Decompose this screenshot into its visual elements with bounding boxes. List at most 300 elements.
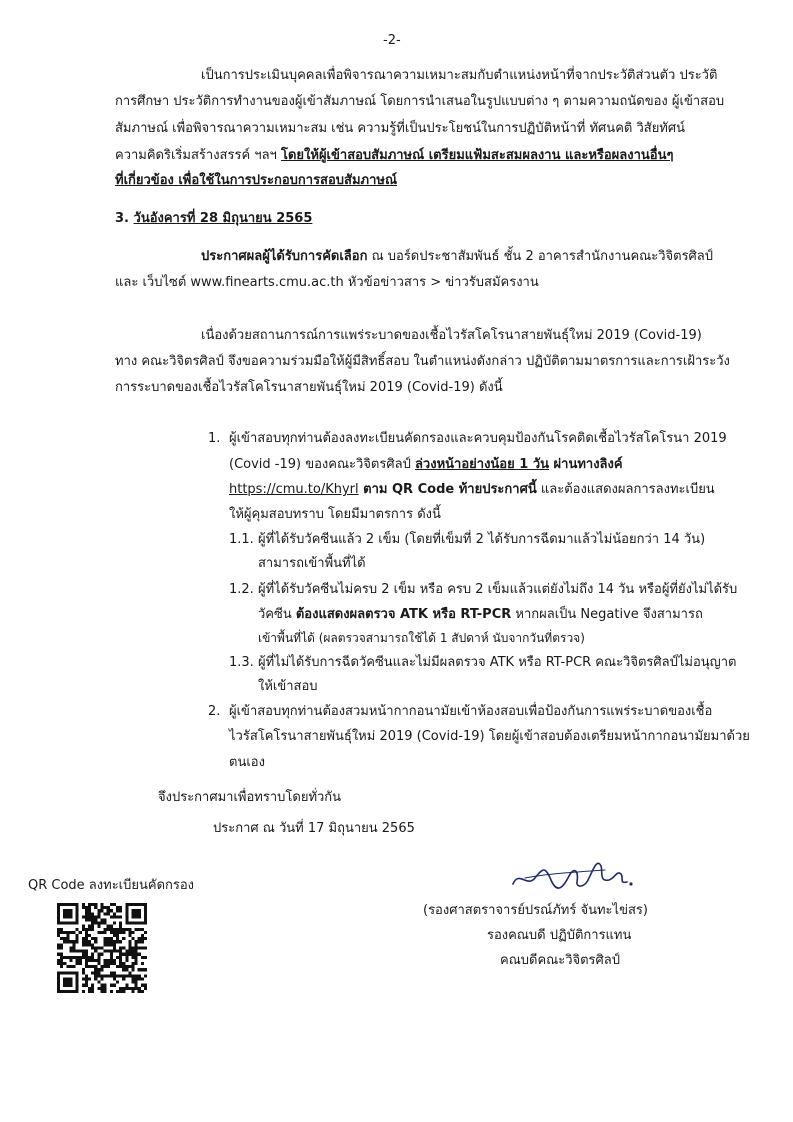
qr-module — [116, 965, 119, 968]
qr-module — [128, 953, 131, 956]
qr-module — [79, 959, 82, 962]
qr-module — [60, 962, 63, 965]
p1-line4-text: ความคิดริเริ่มสร้างสรรค์ ฯลฯ — [115, 148, 281, 163]
qr-module — [91, 953, 94, 956]
qr-module — [119, 931, 122, 934]
qr-module — [97, 946, 100, 949]
qr-module — [69, 965, 72, 968]
qr-module — [110, 940, 113, 943]
qr-module — [119, 962, 122, 965]
qr-module — [100, 922, 103, 925]
item1-qr-ref: ตาม QR Code ท้ายประกาศนี้ — [358, 482, 537, 497]
qr-module — [82, 950, 85, 953]
qr-module — [131, 937, 134, 940]
qr-module — [73, 946, 76, 949]
qr-module — [135, 953, 138, 956]
registration-link[interactable]: https://cmu.to/Khyrl — [229, 482, 359, 497]
qr-module — [110, 937, 113, 940]
qr-module — [141, 956, 144, 959]
qr-module — [122, 946, 125, 949]
qr-module — [82, 943, 85, 946]
qr-module — [113, 912, 116, 915]
qr-module — [73, 940, 76, 943]
qr-module — [113, 922, 116, 925]
qr-module — [119, 956, 122, 959]
qr-module — [60, 943, 63, 946]
qr-module — [116, 909, 119, 912]
qr-module — [100, 987, 103, 990]
qr-module — [85, 962, 88, 965]
qr-module — [131, 990, 134, 993]
qr-module — [97, 981, 100, 984]
qr-module — [110, 943, 113, 946]
qr-module — [131, 956, 134, 959]
qr-module — [141, 946, 144, 949]
sub3-line1: ผู้ที่ไม่ได้รับการฉีดวัคซีนและไม่มีผลตรวจ ATK หรือ RT-PCR คณะวิจิตรศิลป์ไม่อนุญาต — [258, 655, 737, 670]
qr-module — [82, 940, 85, 943]
qr-module — [97, 912, 100, 915]
qr-label: QR Code ลงทะเบียนคัดกรอง — [28, 878, 195, 893]
qr-module — [116, 950, 119, 953]
qr-module — [135, 977, 138, 980]
qr-module — [116, 928, 119, 931]
qr-module — [125, 950, 128, 953]
qr-module — [110, 950, 113, 953]
qr-module — [113, 903, 116, 906]
qr-module — [119, 950, 122, 953]
p1-line2: การศึกษา ประวัติการทำงานของผู้เข้าสัมภาษณ์ โดยการนำเสนอในรูปแบบต่าง ๆ ตามความถนัดของ ผู้เข้าสอบ — [115, 94, 725, 109]
qr-module — [107, 962, 110, 965]
sub2-line2-text: วัคซีน — [258, 607, 296, 622]
qr-module — [100, 903, 103, 906]
qr-module — [91, 943, 94, 946]
qr-module — [91, 937, 94, 940]
qr-module — [135, 987, 138, 990]
qr-module — [110, 928, 113, 931]
p2-line3: การระบาดของเชื้อไวรัสโคโรนาสายพันธุ์ใหม่ 2019 (Covid-19) ดังนี้ — [115, 380, 503, 395]
qr-module — [94, 919, 97, 922]
qr-module — [125, 965, 128, 968]
qr-module — [116, 906, 119, 909]
qr-module — [88, 915, 91, 918]
qr-module — [57, 931, 60, 934]
qr-module — [138, 940, 141, 943]
qr-module — [63, 940, 66, 943]
qr-module — [135, 940, 138, 943]
section3-result-label: ประกาศผลผู้ได้รับการคัดเลือก — [201, 249, 368, 264]
qr-module — [110, 931, 113, 934]
qr-module — [104, 974, 107, 977]
qr-module — [138, 974, 141, 977]
qr-module — [122, 937, 125, 940]
qr-module — [128, 931, 131, 934]
announce-date: ประกาศ ณ วันที่ 17 มิถุนายน 2565 — [213, 821, 415, 836]
qr-module — [122, 987, 125, 990]
qr-module — [128, 971, 131, 974]
qr-module — [91, 959, 94, 962]
qr-module — [141, 940, 144, 943]
qr-module — [100, 965, 103, 968]
qr-module — [116, 934, 119, 937]
qr-module — [104, 922, 107, 925]
qr-module — [131, 946, 134, 949]
qr-module — [110, 925, 113, 928]
qr-module — [113, 915, 116, 918]
qr-module — [85, 981, 88, 984]
qr-module — [138, 953, 141, 956]
qr-module — [119, 987, 122, 990]
qr-module — [69, 959, 72, 962]
qr-code-image[interactable] — [57, 903, 147, 993]
qr-module — [144, 956, 147, 959]
qr-module — [85, 915, 88, 918]
qr-module — [76, 959, 79, 962]
qr-module — [97, 974, 100, 977]
qr-module — [119, 928, 122, 931]
qr-module — [119, 990, 122, 993]
qr-module — [116, 915, 119, 918]
qr-module — [85, 950, 88, 953]
qr-module — [104, 940, 107, 943]
qr-module — [85, 959, 88, 962]
qr-module — [60, 956, 63, 959]
qr-module — [60, 928, 63, 931]
qr-module — [138, 977, 141, 980]
qr-module — [66, 934, 69, 937]
qr-module — [76, 940, 79, 943]
qr-module — [100, 984, 103, 987]
qr-module — [110, 956, 113, 959]
qr-module — [125, 956, 128, 959]
qr-module — [141, 962, 144, 965]
p2-line2: ทาง คณะวิจิตรศิลป์ จึงขอความร่วมมือให้ผู้มีสิทธิ์สอบ ในตำแหน่งดังกล่าว ปฏิบัติตามมาตรการและการเฝ้าระวัง — [115, 354, 730, 369]
item2-line3: ตนเอง — [229, 755, 265, 770]
qr-module — [104, 950, 107, 953]
qr-module — [107, 974, 110, 977]
qr-module — [91, 925, 94, 928]
sub1-line2: สามารถเข้าพื้นที่ได้ — [258, 556, 366, 571]
qr-module — [135, 974, 138, 977]
qr-module — [119, 906, 122, 909]
qr-module — [91, 946, 94, 949]
qr-module — [110, 953, 113, 956]
qr-module — [138, 987, 141, 990]
qr-module — [88, 965, 91, 968]
item1-via-link: ผ่านทางลิงค์ — [549, 457, 623, 472]
qr-module — [110, 962, 113, 965]
qr-module — [97, 922, 100, 925]
qr-module — [97, 971, 100, 974]
qr-module — [107, 937, 110, 940]
qr-module — [119, 940, 122, 943]
qr-module — [113, 940, 116, 943]
section3-line2: และ เว็บไซต์ www.finearts.cmu.ac.th หัวข้อข่าวสาร > ข่าวรับสมัครงาน — [115, 275, 539, 290]
qr-module — [94, 903, 97, 906]
qr-module — [110, 971, 113, 974]
qr-module — [116, 937, 119, 940]
qr-module — [57, 953, 60, 956]
qr-module — [57, 946, 60, 949]
qr-module — [94, 922, 97, 925]
item1-number: 1. — [208, 431, 221, 446]
qr-module — [135, 946, 138, 949]
qr-module — [82, 968, 85, 971]
qr-module — [128, 965, 131, 968]
qr-module — [107, 965, 110, 968]
qr-module — [113, 950, 116, 953]
item2-number: 2. — [208, 704, 221, 719]
qr-module — [135, 928, 138, 931]
qr-module — [141, 937, 144, 940]
qr-module — [85, 984, 88, 987]
qr-module — [97, 915, 100, 918]
signer-org: คณบดีคณะวิจิตรศิลป์ — [500, 953, 621, 968]
qr-module — [85, 909, 88, 912]
qr-module — [107, 909, 110, 912]
qr-module — [138, 968, 141, 971]
qr-module — [113, 934, 116, 937]
qr-module — [57, 943, 60, 946]
qr-module — [131, 987, 134, 990]
qr-module — [76, 934, 79, 937]
section3-number: 3. — [115, 211, 129, 226]
qr-module — [125, 974, 128, 977]
qr-module — [141, 977, 144, 980]
qr-module — [94, 977, 97, 980]
qr-module — [85, 977, 88, 980]
qr-module — [116, 974, 119, 977]
qr-module — [91, 987, 94, 990]
qr-module — [141, 990, 144, 993]
qr-module — [119, 909, 122, 912]
sub2-line2 — [258, 604, 703, 626]
qr-module — [110, 903, 113, 906]
qr-module — [104, 990, 107, 993]
qr-module — [119, 915, 122, 918]
qr-module — [104, 959, 107, 962]
qr-module — [107, 925, 110, 928]
qr-module — [60, 965, 63, 968]
qr-module — [79, 962, 82, 965]
qr-module — [113, 962, 116, 965]
qr-module — [66, 940, 69, 943]
qr-module — [122, 953, 125, 956]
qr-module — [138, 946, 141, 949]
qr-module — [66, 965, 69, 968]
qr-module — [91, 990, 94, 993]
qr-module — [85, 956, 88, 959]
qr-module — [119, 953, 122, 956]
qr-module — [63, 962, 66, 965]
p1-line3: สัมภาษณ์ เพื่อพิจารณาความเหมาะสม เช่น ความรู้ที่เป็นประโยชน์ในการปฏิบัติหน้าที่ ทัศนคติ วิสัยทัศน์ — [115, 121, 686, 136]
qr-module — [122, 928, 125, 931]
p1-line5: ที่เกี่ยวข้อง เพื่อใช้ในการประกอบการสอบสัมภาษณ์ — [115, 173, 398, 188]
qr-module — [82, 971, 85, 974]
qr-module — [97, 959, 100, 962]
qr-module — [100, 968, 103, 971]
qr-module — [128, 950, 131, 953]
qr-module — [73, 965, 76, 968]
section3-date: วันอังคารที่ 28 มิถุนายน 2565 — [133, 211, 313, 226]
qr-module — [94, 937, 97, 940]
qr-module — [100, 974, 103, 977]
qr-module — [73, 931, 76, 934]
qr-module — [88, 934, 91, 937]
qr-module — [66, 937, 69, 940]
closing-statement: จึงประกาศมาเพื่อทราบโดยทั่วกัน — [158, 790, 342, 805]
qr-module — [116, 981, 119, 984]
qr-module — [73, 943, 76, 946]
item1-deadline: ล่วงหน้าอย่างน้อย 1 วัน — [414, 457, 550, 472]
item1-line3 — [229, 479, 715, 501]
qr-module — [85, 934, 88, 937]
qr-module — [107, 906, 110, 909]
qr-module — [104, 943, 107, 946]
qr-module — [88, 928, 91, 931]
qr-module — [131, 962, 134, 965]
qr-module — [107, 940, 110, 943]
qr-module — [113, 971, 116, 974]
signature-image — [505, 848, 645, 898]
qr-module — [104, 984, 107, 987]
qr-module — [100, 977, 103, 980]
qr-module — [82, 984, 85, 987]
qr-module — [113, 928, 116, 931]
qr-module — [104, 987, 107, 990]
qr-module — [88, 912, 91, 915]
qr-module — [97, 968, 100, 971]
qr-module — [131, 965, 134, 968]
qr-module — [85, 940, 88, 943]
qr-module — [113, 931, 116, 934]
qr-module — [82, 953, 85, 956]
qr-module — [131, 974, 134, 977]
sub2-line2-rest: หากผลเป็น Negative จึงสามารถ — [511, 607, 703, 622]
qr-module — [91, 984, 94, 987]
qr-module — [131, 931, 134, 934]
qr-module — [100, 931, 103, 934]
qr-module — [100, 990, 103, 993]
qr-module — [76, 962, 79, 965]
p1-line4 — [115, 145, 673, 167]
qr-module — [57, 959, 60, 962]
p1-line1: เป็นการประเมินบุคคลเพื่อพิจารณาความเหมาะสมกับตำแหน่งหน้าที่จากประวัติส่วนตัว ประวัติ — [201, 68, 718, 83]
qr-module — [116, 931, 119, 934]
qr-module — [138, 928, 141, 931]
qr-module — [104, 962, 107, 965]
qr-module — [88, 959, 91, 962]
qr-module — [144, 946, 147, 949]
qr-module — [100, 953, 103, 956]
qr-module — [88, 940, 91, 943]
qr-module — [128, 943, 131, 946]
signer-name: (รองศาสตราจารย์ปรณ์ภัทร์ จันทะไข่สร) — [423, 903, 648, 918]
qr-module — [69, 950, 72, 953]
qr-module — [128, 934, 131, 937]
qr-module — [82, 928, 85, 931]
qr-module — [85, 931, 88, 934]
qr-module — [119, 925, 122, 928]
qr-module — [97, 987, 100, 990]
qr-module — [76, 950, 79, 953]
qr-module — [94, 959, 97, 962]
qr-module — [128, 987, 131, 990]
qr-module — [107, 912, 110, 915]
page-number: -2- — [383, 33, 401, 48]
qr-module — [97, 931, 100, 934]
qr-module — [122, 968, 125, 971]
qr-module — [113, 959, 116, 962]
qr-module — [82, 906, 85, 909]
qr-module — [100, 909, 103, 912]
qr-module — [125, 953, 128, 956]
qr-module — [85, 928, 88, 931]
qr-module — [97, 953, 100, 956]
sub2-number: 1.2. — [229, 582, 254, 597]
qr-module — [85, 943, 88, 946]
qr-module — [141, 968, 144, 971]
item1-line3-text: และต้องแสดงผลการลงทะเบียน — [536, 482, 715, 497]
qr-module — [135, 984, 138, 987]
qr-module — [57, 962, 60, 965]
qr-module — [144, 937, 147, 940]
qr-module — [88, 909, 91, 912]
qr-module — [82, 915, 85, 918]
qr-module — [60, 937, 63, 940]
qr-module — [60, 953, 63, 956]
qr-module — [135, 950, 138, 953]
qr-module — [122, 974, 125, 977]
qr-module — [76, 956, 79, 959]
qr-module — [88, 925, 91, 928]
qr-module — [73, 956, 76, 959]
item2-line1: ผู้เข้าสอบทุกท่านต้องสวมหน้ากากอนามัยเข้าห้องสอบเพื่อป้องกันการแพร่ระบาดของเชื้อ — [229, 704, 713, 719]
qr-module — [113, 974, 116, 977]
qr-module — [113, 977, 116, 980]
qr-module — [97, 962, 100, 965]
qr-module — [110, 915, 113, 918]
qr-module — [138, 937, 141, 940]
qr-module — [100, 906, 103, 909]
qr-module — [57, 928, 60, 931]
qr-module — [104, 937, 107, 940]
qr-module — [144, 987, 147, 990]
qr-module — [69, 931, 72, 934]
qr-module — [122, 990, 125, 993]
qr-module — [122, 931, 125, 934]
qr-module — [141, 934, 144, 937]
qr-module — [57, 934, 60, 937]
qr-module — [94, 940, 97, 943]
section3-heading — [115, 208, 312, 230]
qr-module — [82, 937, 85, 940]
qr-module — [107, 943, 110, 946]
sub1-line1: ผู้ที่ได้รับวัคซีนแล้ว 2 เข็ม (โดยที่เข็มที่ 2 ได้รับการฉีดมาแล้วไม่น้อยกว่า 14 วัน) — [258, 532, 706, 547]
qr-module — [138, 990, 141, 993]
qr-module — [131, 981, 134, 984]
qr-module — [91, 965, 94, 968]
qr-module — [82, 925, 85, 928]
qr-module — [91, 956, 94, 959]
qr-module — [144, 974, 147, 977]
qr-module — [135, 943, 138, 946]
item1-line2-text: (Covid -19) ของคณะวิจิตรศิลป์ — [229, 457, 415, 472]
qr-module — [66, 956, 69, 959]
qr-module — [104, 931, 107, 934]
qr-module — [88, 956, 91, 959]
qr-module — [94, 906, 97, 909]
qr-module — [110, 959, 113, 962]
